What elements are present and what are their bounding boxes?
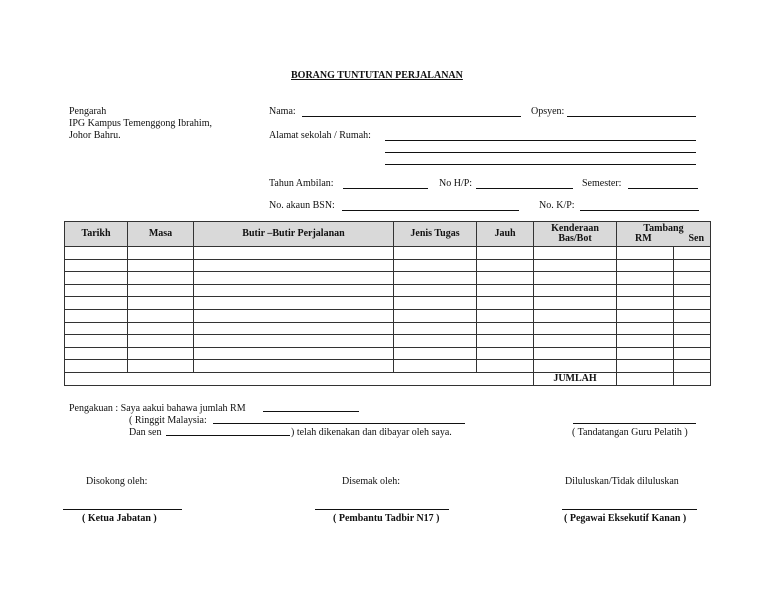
table-cell[interactable] (674, 322, 711, 335)
table-cell[interactable] (194, 259, 394, 272)
nokp-field[interactable] (580, 210, 699, 211)
table-cell[interactable] (674, 247, 711, 260)
table-cell[interactable] (534, 259, 617, 272)
col-masa: Masa (128, 222, 194, 247)
table-cell[interactable] (674, 259, 711, 272)
col-tarikh: Tarikh (65, 222, 128, 247)
table-cell[interactable] (534, 247, 617, 260)
table-cell[interactable] (534, 322, 617, 335)
table-cell[interactable] (65, 335, 128, 348)
table-row (65, 259, 711, 272)
table-cell[interactable] (674, 360, 711, 373)
table-cell[interactable] (477, 297, 534, 310)
rm-label: RM (635, 233, 652, 244)
table-cell[interactable] (674, 335, 711, 348)
table-cell[interactable] (65, 272, 128, 285)
ringgit-field[interactable] (213, 423, 465, 424)
nama-label: Nama: (269, 106, 296, 117)
table-cell[interactable] (617, 309, 674, 322)
col-butir: Butir –Butir Perjalanan (194, 222, 394, 247)
table-cell[interactable] (617, 247, 674, 260)
table-cell[interactable] (617, 360, 674, 373)
table-cell[interactable] (477, 259, 534, 272)
table-cell[interactable] (617, 297, 674, 310)
alamat-field-1[interactable] (385, 140, 696, 141)
pembantu-signature-line[interactable] (315, 509, 449, 510)
table-cell[interactable] (534, 347, 617, 360)
table-cell[interactable] (194, 347, 394, 360)
sen-label: Sen (688, 233, 705, 244)
tambang-label: Tambang (643, 223, 684, 234)
claims-table (64, 221, 711, 386)
table-cell[interactable] (617, 335, 674, 348)
table-row (65, 322, 711, 335)
nokp-label: No. K/P: (539, 200, 575, 211)
table-cell[interactable] (617, 259, 674, 272)
table-cell[interactable] (194, 360, 394, 373)
col-jauh: Jauh (477, 222, 534, 247)
table-cell[interactable] (128, 360, 194, 373)
table-cell[interactable] (674, 309, 711, 322)
col-jenis-tugas: Jenis Tugas (394, 222, 477, 247)
opsyen-field[interactable] (567, 116, 696, 117)
col-kenderaan (534, 222, 617, 247)
address-line-2: IPG Kampus Temenggong Ibrahim, (69, 118, 212, 129)
table-cell[interactable] (65, 322, 128, 335)
address-line-1: Pengarah (69, 106, 107, 117)
table-cell[interactable] (128, 335, 194, 348)
table-cell[interactable] (65, 360, 128, 373)
table-cell[interactable] (128, 347, 194, 360)
alamat-field-2[interactable] (385, 152, 696, 153)
table-cell[interactable] (394, 360, 477, 373)
table-cell[interactable] (617, 347, 674, 360)
table-cell[interactable] (194, 272, 394, 285)
guru-pelatih-label: ( Tandatangan Guru Pelatih ) (572, 427, 688, 438)
nama-field[interactable] (302, 116, 521, 117)
table-cell[interactable] (65, 284, 128, 297)
table-row (65, 247, 711, 260)
jumlah-sen-cell[interactable] (674, 372, 711, 385)
jumlah-label: JUMLAH (534, 372, 617, 385)
bsn-label: No. akaun BSN: (269, 200, 335, 211)
table-row (65, 360, 711, 373)
jumlah-row (65, 372, 711, 385)
table-cell[interactable] (394, 297, 477, 310)
table-cell[interactable] (128, 259, 194, 272)
table-cell[interactable] (617, 272, 674, 285)
table-cell[interactable] (194, 335, 394, 348)
alamat-label: Alamat sekolah / Rumah: (269, 130, 371, 141)
table-cell[interactable] (65, 259, 128, 272)
tahun-label: Tahun Ambilan: (269, 178, 334, 189)
pengakuan-line-3a: Dan sen (129, 427, 162, 438)
table-cell[interactable] (534, 284, 617, 297)
table-cell[interactable] (65, 309, 128, 322)
pembantu-tadbir-label: ( Pembantu Tadbir N17 ) (333, 513, 440, 524)
semester-field[interactable] (628, 188, 698, 189)
table-row (65, 272, 711, 285)
table-row (65, 284, 711, 297)
table-row (65, 309, 711, 322)
table-cell[interactable] (477, 284, 534, 297)
table-cell[interactable] (194, 322, 394, 335)
table-cell[interactable] (534, 297, 617, 310)
table-cell[interactable] (128, 309, 194, 322)
table-cell[interactable] (394, 284, 477, 297)
ketua-jabatan-label: ( Ketua Jabatan ) (82, 513, 157, 524)
table-row (65, 347, 711, 360)
opsyen-label: Opsyen: (531, 106, 565, 117)
table-cell[interactable] (534, 272, 617, 285)
alamat-field-3[interactable] (385, 164, 696, 165)
table-cell[interactable] (477, 347, 534, 360)
kenderaan-line-1: Kenderaan (551, 223, 599, 234)
table-cell[interactable] (534, 335, 617, 348)
table-cell[interactable] (394, 272, 477, 285)
table-cell[interactable] (194, 247, 394, 260)
kenderaan-line-2: Bas/Bot (558, 233, 592, 244)
nohp-label: No H/P: (439, 178, 473, 189)
table-cell[interactable] (128, 247, 194, 260)
tahun-field[interactable] (343, 188, 428, 189)
semester-label: Semester: (582, 178, 622, 189)
address-line-3: Johor Bahru. (69, 130, 121, 141)
table-cell[interactable] (394, 335, 477, 348)
diluluskan-label: Diluluskan/Tidak diluluskan (565, 476, 679, 487)
pengakuan-line-3b: ) telah dikenakan dan dibayar oleh saya. (291, 427, 452, 438)
table-cell[interactable] (534, 309, 617, 322)
table-cell[interactable] (128, 322, 194, 335)
table-cell[interactable] (674, 284, 711, 297)
table-cell[interactable] (394, 322, 477, 335)
table-cell[interactable] (65, 297, 128, 310)
col-tambang (617, 222, 711, 247)
nohp-field[interactable] (476, 188, 573, 189)
table-cell[interactable] (65, 247, 128, 260)
jumlah-spacer (65, 372, 534, 385)
pegawai-signature-line[interactable] (562, 509, 697, 510)
table-cell[interactable] (674, 297, 711, 310)
pengakuan-line-1: Pengakuan : Saya aakui bahawa jumlah RM (69, 403, 246, 414)
form-title: BORANG TUNTUTAN PERJALANAN (291, 70, 463, 81)
table-cell[interactable] (477, 247, 534, 260)
table-cell[interactable] (194, 297, 394, 310)
disemak-label: Disemak oleh: (342, 476, 401, 487)
table-cell[interactable] (674, 347, 711, 360)
table-cell[interactable] (674, 272, 711, 285)
table-cell[interactable] (194, 309, 394, 322)
table-cell[interactable] (394, 309, 477, 322)
jumlah-rm-cell[interactable] (617, 372, 674, 385)
table-cell[interactable] (394, 247, 477, 260)
table-row (65, 297, 711, 310)
table-row (65, 335, 711, 348)
disokong-label: Disokong oleh: (86, 476, 148, 487)
table-cell[interactable] (394, 259, 477, 272)
table-cell[interactable] (477, 309, 534, 322)
table-cell[interactable] (534, 360, 617, 373)
table-cell[interactable] (194, 284, 394, 297)
bsn-field[interactable] (342, 210, 519, 211)
ketua-signature-line[interactable] (63, 509, 182, 510)
table-cell[interactable] (128, 297, 194, 310)
table-cell[interactable] (617, 284, 674, 297)
table-cell[interactable] (477, 335, 534, 348)
table-cell[interactable] (65, 347, 128, 360)
rm-amount-field[interactable] (263, 411, 359, 412)
pengakuan-line-2: ( Ringgit Malaysia: (129, 415, 207, 426)
table-cell[interactable] (477, 322, 534, 335)
pegawai-eksekutif-label: ( Pegawai Eksekutif Kanan ) (564, 513, 687, 524)
table-cell[interactable] (128, 272, 194, 285)
guru-signature-line[interactable] (573, 423, 696, 424)
table-cell[interactable] (128, 284, 194, 297)
table-cell[interactable] (617, 322, 674, 335)
table-cell[interactable] (477, 360, 534, 373)
table-cell[interactable] (394, 347, 477, 360)
sen-amount-field[interactable] (166, 435, 290, 436)
table-cell[interactable] (477, 272, 534, 285)
